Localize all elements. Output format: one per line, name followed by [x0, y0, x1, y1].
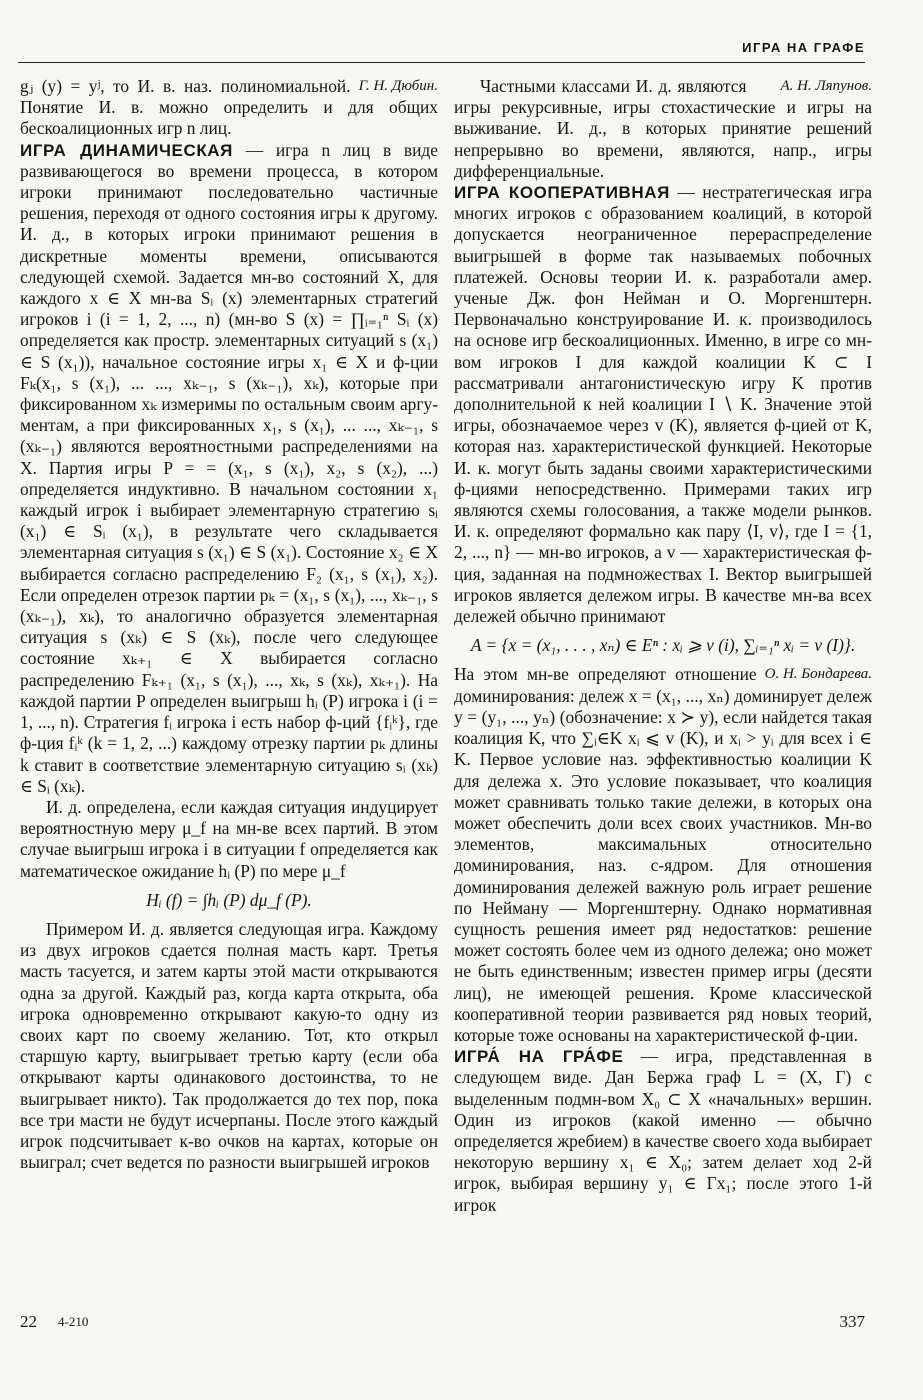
entry-headword: ИГРА ДИНАМИЧЕСКАЯ	[20, 140, 233, 160]
entry-text: — игра n лиц в виде развивающегося во времени процесса, в котором игроки принимают последовательно частичные решения, переходя от одного состояния игры к другому. И. д., в которых игроки принимают решения в дискретные моменты времени, описываются следующей схемой. Задается мн-во состояний X, для каждого x ∈ X мн-ва Sᵢ (x) элементарных стратегий игроков i (i = 1, 2, ..., n) (мн-во S (x) = ∏ᵢ₌₁ⁿ Sᵢ (x) определяется как простр. элементарных ситуаций s (x₁) ∈ S (x₁)), начальное состояние игры x₁ ∈ X и ф-ции Fₖ(x₁, s (x₁), ... ..., xₖ₋₁, s (xₖ₋₁), xₖ), которые при фиксированном xₖ измеримы по остальным своим аргументам, а при фиксированных x₁, s (x₁), ... ..., xₖ₋₁, s (xₖ₋₁) являются вероятностными распределениями на X. Партия игры P = = (x₁, s (x₁), x₂, s (x₂), ...) определяется индуктивно. В начальном состоянии x₁ каждый игрок i выбирает элементарную стратегию sᵢ (x₁) ∈ Sᵢ (x₁), в результате чего складывается элементарная ситуация s (x₁) ∈ S (x₁). Состояние x₂ ∈ X выбирается согласно распределению F₂ (x₁, s (x₁), x₂). Если определен отрезок партии pₖ = (x₁, s (x₁), ..., xₖ₋₁, s (xₖ₋₁), xₖ), то аналогично образуется элементарная ситуация s (xₖ) ∈ S (xₖ), после чего следующее состояние xₖ₊₁ ∈ X выбирается согласно распределению Fₖ₊₁ (x₁, s (x₁), ..., xₖ, s (xₖ), xₖ₊₁). На каждой партии P определен выигрыш hᵢ (P) игрока i (i = 1, ..., n). Стратегия fᵢ игрока i есть набор ф-ций {fᵢᵏ}, где ф-ция fᵢᵏ (k = 1, 2, ...) каждому отрезку партии pₖ длины k ставит в соответствие элементарную ситуацию sᵢ (xₖ) ∈ Sᵢ (xₖ).	[20, 139, 438, 796]
paragraph	[20, 919, 438, 1173]
paragraph-text: gⱼ (y) = yʲ, то И. в. наз. полиномиальной. Понятие И. в. можно определить и для общих бескоалиционных игр n лиц.	[20, 76, 438, 139]
left-column	[20, 76, 438, 1326]
page-number-right: 337	[839, 1312, 865, 1331]
signature-mark: 4-210	[58, 1314, 89, 1329]
entry	[454, 1046, 872, 1216]
paragraph-text: На этом мн-ве определяют отношение доминирования: дележ x = (x₁, ..., xₙ) доминирует дележ y = (y₁, ..., yₙ) (обозначение: x ≻ y), если найдется такая коалиция K, что ∑ᵢ∈K xᵢ ⩽ v (K), и xᵢ > yᵢ для всех i ∈ K. Первое условие наз. эффективностью коалиции K для дележа x. Это условие показывает, что коалиция может сравнивать только такие дележи, в которых она может обеспечить доли всех своих участников. Мн-во элементов, максимальных относительно доминирования, наз. c-ядром. Для отношения доминирования дележей важную роль играет решение по Нейману — Моргенштерну. Однако нормативная сущность решения имеет ряд недостатков: решение может состоять более чем из одного дележа; оно может не быть единственным; известен пример игры (десяти лиц), не имеющей решения. Кроме классической кооперативной теории развивается ряд новых теорий, которые тоже основаны на характеристической ф-ции.	[454, 664, 872, 1045]
paragraph-text: Примером И. д. является следующая игра. Каждому из двух игроков сдается полная масть карт. Третья масть тасуется, и затем карты этой масти открываются одна за другой. Каждый раз, когда карта открыта, оба игрока одновременно открывают какую-то одну из своих карт по своему желанию. Тот, кто открыл старшую карту, выигрывает третью карту (если оба открывают карты одинакового достоинства, то не выигрывает никто). Так продолжается до тех пор, пока все три масти не будут исчерпаны. После этого каждый игрок подсчитывает к-во очков на картах, которые он выиграл; счет ведется по разности выигрышей игроков	[20, 918, 438, 1173]
entry	[454, 182, 872, 627]
entry-text: — нестратегическая игра многих игроков с образованием коалиций, в которой допускается неограниченное перераспределение выигрышей в форме так называемых побочных платежей. Основы теории И. к. разработали амер. ученые Дж. фон Нейман и О. Моргенштерн. Первоначально конструирование И. к. производилось на основе игр бескоалиционных. Именно, в игре со мн-вом игроков I для каждой коалиции K ⊂ I рассматривали антагонистическую игру K против дополнительной к ней коалиции I ∖ K. Значение этой игры, обозначаемое через v (K), является ф-цией от K, которая наз. характеристической функцией. Некоторые И. к. могут быть заданы своими характеристическими ф-циями непосредственно. Примерами таких игр являются схемы голосования, а также модели рынков. И. к. определяют формально как пару ⟨I, v⟩, где I = {1, 2, ..., n} — мн-во игроков, а v — характеристическая ф-ция, заданная на подмножествах I. Вектор выигрышей игроков является дележом игры. В качестве мн-ва всех дележей обычно принимают	[454, 182, 872, 627]
running-head: ИГРА НА ГРАФЕ	[742, 40, 865, 55]
entry	[20, 140, 438, 797]
paragraph	[20, 797, 438, 882]
author-signature: Г. Н. Дюбин.	[358, 78, 438, 94]
paragraph	[20, 76, 438, 140]
page-number-left: 22	[20, 1312, 37, 1331]
entry-text: — игра, представленная в следующем виде. Дан Бержа граф L = (X, Γ) с выделенным подмн-вом X₀ ⊂ X «начальных» вершин. Один из игроков (какой именно — обычно определяется жребием) в качестве своего хода выбирает некоторую вершину x₁ ∈ X₀; затем делает ход 2-й игрок, выбирая вершину y₁ ∈ Γx₁; после этого 1-й игрок	[454, 1046, 872, 1215]
entry-headword: ИГРА КООПЕРАТИВНАЯ	[454, 183, 670, 203]
header-rule	[18, 62, 865, 63]
entry-headword: ИГРА́ НА ГРА́ФЕ	[454, 1047, 624, 1067]
right-column	[454, 76, 872, 1326]
formula: A = {x = (x₁, . . . , xₙ) ∈ Eⁿ : xᵢ ⩾ v (i), ∑ᵢ₌₁ⁿ xᵢ = v (I)}.	[470, 635, 856, 656]
formula: Hᵢ (f) = ∫hᵢ (P) dμ_f (P).	[146, 889, 312, 910]
paragraph	[454, 76, 872, 182]
paragraph-text: И. д. определена, если каждая ситуация индуцирует вероятностную меру μ_f на мн-ве всех партий. В этом случае выигрыш игрока i в ситуации f определяется как математическое ожидание hᵢ (P) по мере μ_f	[20, 796, 438, 881]
author-signature: О. Н. Бондарева.	[764, 666, 872, 683]
author-signature: А. Н. Ляпунов.	[780, 78, 872, 94]
paragraph	[454, 664, 872, 1046]
paragraph-text: Частными классами И. д. являются игры рекурсивные, игры стохастические и игры на выживание. И. д., в которых принятие решений непрерывно во времени, являются, напр., игры дифференциальные.	[454, 76, 872, 181]
